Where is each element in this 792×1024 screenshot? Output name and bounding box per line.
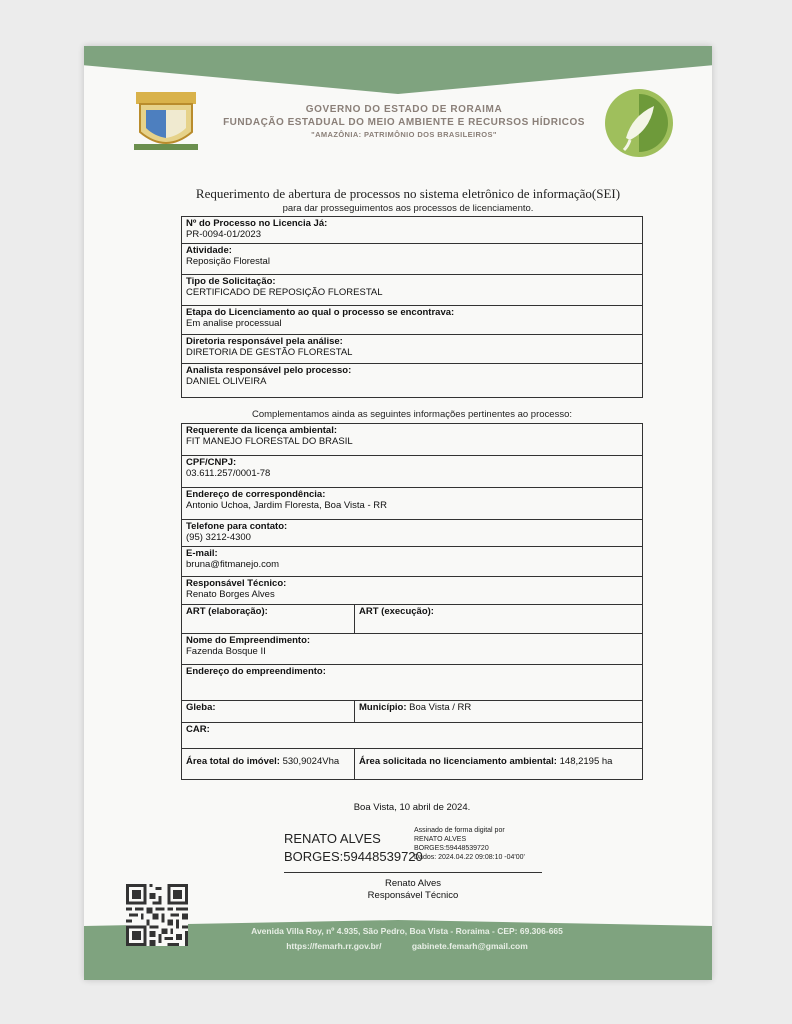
art-execucao-cell bbox=[354, 605, 642, 633]
table-row bbox=[182, 275, 642, 306]
table-row bbox=[182, 634, 642, 665]
field-label: Endereço do empreendimento: bbox=[186, 666, 326, 677]
field-label: Analista responsável pelo processo: bbox=[186, 365, 352, 376]
table-row bbox=[182, 665, 642, 701]
field-label: Atividade: bbox=[186, 245, 232, 256]
applicant-info-table bbox=[181, 423, 643, 780]
table-row bbox=[182, 217, 642, 244]
table-row bbox=[182, 364, 642, 397]
agency-name: FUNDAÇÃO ESTADUAL DO MEIO AMBIENTE E RECURSOS HÍDRICOS bbox=[223, 117, 585, 128]
field-label: Diretoria responsável pela análise: bbox=[186, 336, 343, 347]
process-info-table bbox=[181, 216, 643, 398]
field-label: Gleba: bbox=[186, 702, 216, 713]
institution-header bbox=[204, 104, 604, 139]
art-elaboracao-cell bbox=[182, 605, 354, 633]
printed-name: Renato Alves bbox=[385, 878, 441, 889]
field-label: E-mail: bbox=[186, 548, 218, 559]
field-label: CAR: bbox=[186, 724, 210, 735]
digital-signature-line: Assinado de forma digital por bbox=[414, 827, 505, 834]
field-value: DIRETORIA DE GESTÃO FLORESTAL bbox=[186, 347, 353, 358]
field-value: FIT MANEJO FLORESTAL DO BRASIL bbox=[186, 436, 353, 447]
field-value: 03.611.257/0001-78 bbox=[186, 468, 271, 479]
signature-line bbox=[284, 872, 542, 873]
table-row bbox=[182, 723, 642, 749]
field-value: 530,9024Vha bbox=[282, 756, 340, 767]
digital-signature-block bbox=[414, 826, 554, 862]
table-row bbox=[182, 577, 642, 605]
field-value: (95) 3212-4300 bbox=[186, 532, 251, 543]
femarh-leaf-logo-icon bbox=[602, 86, 676, 160]
field-value: Antonio Uchoa, Jardim Floresta, Boa Vista - RR bbox=[186, 500, 387, 511]
signer-caption bbox=[284, 878, 542, 902]
document-subtitle: para dar prosseguimentos aos processos de licenciamento. bbox=[282, 203, 534, 214]
table-row bbox=[182, 456, 642, 488]
field-label: Responsável Técnico: bbox=[186, 578, 287, 589]
field-label: Etapa do Licenciamento ao qual o processo se encontrava: bbox=[186, 307, 455, 318]
field-value: Reposição Florestal bbox=[186, 256, 270, 267]
field-label: Município: bbox=[359, 702, 407, 713]
footer-website-link[interactable]: https://femarh.rr.gov.br/ bbox=[286, 941, 382, 951]
signer-name-line2: BORGES:59448539720 bbox=[284, 849, 423, 864]
motto: "AMAZÔNIA: PATRIMÔNIO DOS BRASILEIROS" bbox=[311, 130, 497, 139]
field-label: CPF/CNPJ: bbox=[186, 457, 237, 468]
field-label: Requerente da licença ambiental: bbox=[186, 425, 337, 436]
digital-signature-line: Dados: 2024.04.22 09:08:10 -04'00' bbox=[414, 854, 525, 861]
field-label: Endereço de correspondência: bbox=[186, 489, 326, 500]
table-row bbox=[182, 335, 642, 364]
signer-name-line1: RENATO ALVES bbox=[284, 831, 381, 846]
field-value: bruna@fitmanejo.com bbox=[186, 559, 280, 570]
field-value: Em analise processual bbox=[186, 318, 282, 329]
gov-name: GOVERNO DO ESTADO DE RORAIMA bbox=[305, 104, 503, 115]
table-row bbox=[182, 701, 642, 723]
date-line: Boa Vista, 10 abril de 2024. bbox=[353, 802, 471, 813]
qr-code-icon bbox=[126, 884, 188, 946]
field-label: ART (elaboração): bbox=[186, 606, 268, 617]
table-row bbox=[182, 520, 642, 547]
field-label: Nome do Empreendimento: bbox=[186, 635, 311, 646]
document-page bbox=[84, 46, 712, 980]
table-row bbox=[182, 605, 642, 634]
field-value: Renato Borges Alves bbox=[186, 589, 275, 600]
table-row bbox=[182, 547, 642, 577]
table-row bbox=[182, 749, 642, 779]
field-value: 148,2195 ha bbox=[559, 756, 613, 767]
field-label: Área total do imóvel: bbox=[186, 756, 280, 767]
field-label: Área solicitada no licenciamento ambiental: bbox=[359, 756, 557, 767]
document-title: Requerimento de abertura de processos no sistema eletrônico de informação(SEI) bbox=[195, 186, 621, 201]
field-value: PR-0094-01/2023 bbox=[186, 229, 261, 240]
digital-signature-line: RENATO ALVES bbox=[414, 836, 467, 843]
field-value: Boa Vista / RR bbox=[409, 702, 472, 713]
table-row bbox=[182, 306, 642, 335]
signer-name bbox=[284, 830, 423, 866]
table-row bbox=[182, 244, 642, 275]
signer-role: Responsável Técnico bbox=[367, 890, 459, 901]
field-value: CERTIFICADO DE REPOSIÇÃO FLORESTAL bbox=[186, 287, 383, 298]
area-total-cell bbox=[182, 749, 354, 779]
field-value: Fazenda Bosque II bbox=[186, 646, 266, 657]
digital-signature-line: BORGES:59448539720 bbox=[414, 845, 489, 852]
municipio-cell bbox=[354, 701, 642, 722]
footer-email-link[interactable]: gabinete.femarh@gmail.com bbox=[411, 941, 528, 951]
field-label: ART (execução): bbox=[359, 606, 434, 617]
table-row bbox=[182, 488, 642, 520]
field-label: Tipo de Solicitação: bbox=[186, 276, 276, 287]
field-label: Nº do Processo no Licencia Já: bbox=[186, 218, 328, 229]
roraima-coat-of-arms-icon bbox=[128, 88, 204, 160]
area-solicitada-cell bbox=[354, 749, 642, 779]
footer-contact bbox=[192, 924, 622, 954]
gleba-cell bbox=[182, 701, 354, 722]
table-row bbox=[182, 424, 642, 456]
field-value: DANIEL OLIVEIRA bbox=[186, 376, 267, 387]
complement-intro: Complementamos ainda as seguintes informações pertinentes ao processo: bbox=[251, 409, 572, 420]
footer-address: Avenida Villa Roy, nº 4.935, São Pedro, Boa Vista - Roraima - CEP: 69.306-665 bbox=[251, 926, 563, 936]
field-label: Telefone para contato: bbox=[186, 521, 288, 532]
